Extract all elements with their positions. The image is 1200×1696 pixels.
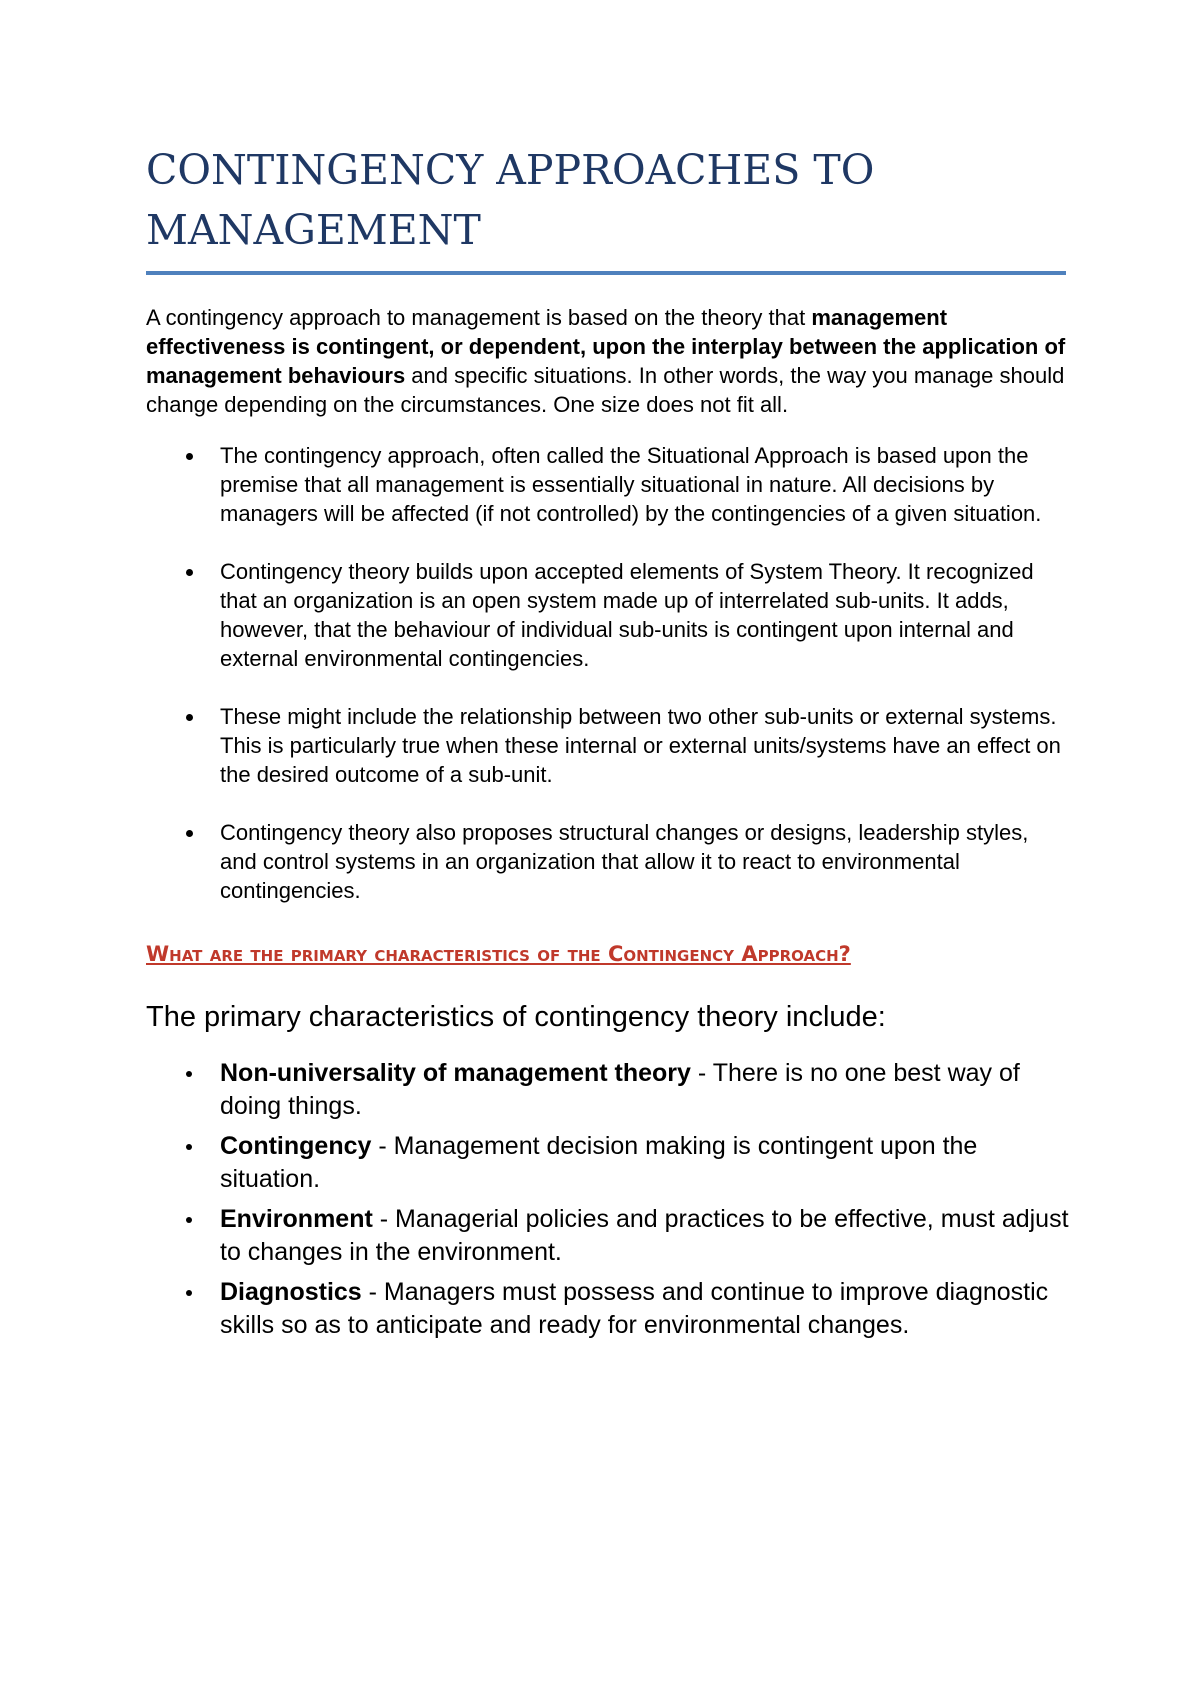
intro-text-2: and specific situations. In other words, the way you manage should change depending on the circumstances. One size does not fit all.	[146, 363, 1065, 417]
bullet-icon	[186, 569, 193, 576]
characteristic-term: Environment	[220, 1205, 373, 1233]
characteristic-desc: - Management decision making is contingent upon the situation.	[220, 1132, 978, 1193]
list-item-text: Contingency theory also proposes structural changes or designs, leadership styles, and control systems in an organization that allow it to react to environmental contingencies.	[220, 820, 1029, 903]
characteristic-term: Non-universality of management theory	[220, 1059, 691, 1087]
list-item-text: These might include the relationship between two other sub-units or external systems. This is particularly true when these internal or external units/systems have an effect on the desired outcome of a sub-unit.	[220, 704, 1061, 787]
document-page	[146, 140, 1069, 1349]
characteristic-desc: - Managerial policies and practices to be effective, must adjust to changes in the environment.	[220, 1205, 1069, 1266]
contingency-bullet-list	[146, 441, 1066, 905]
bullet-icon	[186, 1144, 192, 1150]
list-item	[146, 1130, 1070, 1196]
list-item	[146, 1057, 1070, 1123]
list-item	[146, 1203, 1070, 1269]
list-item-text: Contingency theory builds upon accepted elements of System Theory. It recognized that an organization is an open system made up of interrelated sub-units. It adds, however, that the behaviour of individual sub-units is contingent upon internal and external environmental contingencies.	[220, 559, 1034, 671]
section-heading: What are the primary characteristics of the Contingency Approach?	[146, 942, 851, 966]
characteristic-desc: - Managers must possess and continue to improve diagnostic skills so as to anticipate and ready for environmental changes.	[220, 1278, 1049, 1339]
list-item-text: The contingency approach, often called the Situational Approach is based upon the premise that all management is essentially situational in nature. All decisions by managers will be affected (if not controlled) by the contingencies of a given situation.	[220, 443, 1042, 526]
intro-paragraph	[146, 303, 1066, 419]
list-item	[146, 818, 1070, 905]
bullet-icon	[186, 1290, 192, 1296]
list-item	[146, 557, 1070, 673]
bullet-icon	[186, 453, 193, 460]
list-item	[146, 702, 1070, 789]
characteristics-lead: The primary characteristics of contingency theory include:	[146, 1001, 886, 1033]
bullet-icon	[186, 1071, 192, 1077]
page-title	[146, 140, 1066, 260]
characteristic-desc: - There is no one best way of doing things.	[220, 1059, 1020, 1120]
list-item	[146, 441, 1070, 528]
list-item	[146, 1276, 1070, 1342]
title-line-1: CONTINGENCY APPROACHES TO	[146, 146, 875, 194]
bullet-icon	[186, 830, 193, 837]
title-underline	[146, 271, 1066, 275]
title-line-2: MANAGEMENT	[146, 206, 481, 254]
characteristic-term: Diagnostics	[220, 1278, 362, 1306]
intro-bold-text: management effectiveness is contingent, or dependent, upon the interplay between the application of management behaviours	[146, 305, 1066, 388]
characteristics-list	[146, 1057, 1069, 1342]
bullet-icon	[186, 714, 193, 721]
bullet-icon	[186, 1217, 192, 1223]
intro-text-1: A contingency approach to management is based on the theory that	[146, 305, 812, 330]
characteristic-term: Contingency	[220, 1132, 372, 1160]
